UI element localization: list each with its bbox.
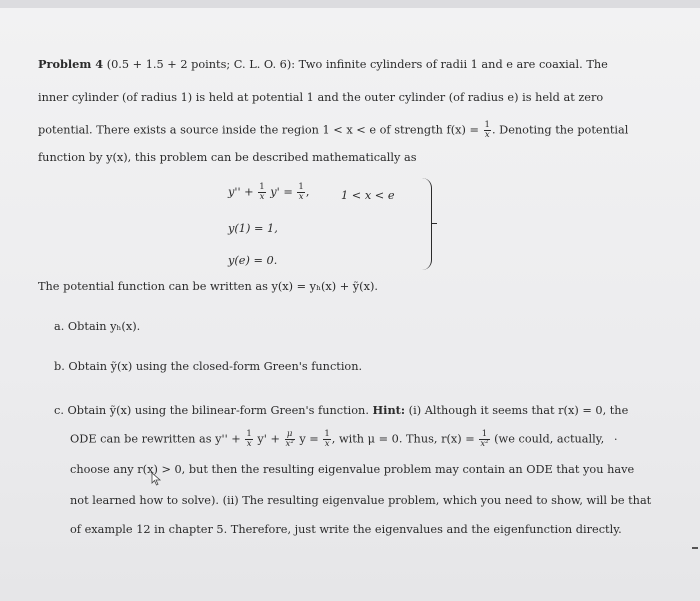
right-brace [421,178,432,270]
problem-line-2: inner cylinder (of radius 1) is held at potential 1 and the outer cylinder (of radius e) is held at zero [38,91,604,104]
cline2-frac-1-den: x [246,439,252,449]
part-c-line-1 [54,403,628,417]
part-c-line-2c: y = [299,432,319,446]
problem-line-3b: . Denoting the potential [491,123,629,137]
decomposition-line: The potential function can be written as y(x) = yₕ(x) + ỹ(x). [38,280,378,293]
problem-line-4: function by y(x), this problem can be described mathematically as [38,151,417,164]
problem-label: Problem 4 [38,57,104,71]
source-frac-den: x [484,130,490,140]
part-b: b. Obtain ỹ(x) using the closed-form Green's function. [54,360,363,373]
ode-equation [228,183,309,202]
part-a: a. Obtain yₕ(x). [54,320,141,333]
ode-end: , [305,185,310,199]
part-c-line-3: choose any r(x) > 0, but then the resulting eigenvalue problem may contain an ODE that you have [70,463,635,476]
part-c-hint-label: Hint: [372,403,406,417]
cline2-frac-r-num: 1 [479,430,489,440]
cline2-frac-mu [285,430,295,449]
page-top-edge [0,0,700,8]
problem-points: (0.5 + 1.5 + 2 points; C. L. O. 6): [106,58,296,71]
edge-mark [692,547,698,549]
part-c-line-2e: (we could, actually, [494,432,605,446]
cline2-frac-mu-num: μ [285,430,295,440]
right-brace-tip [431,223,437,224]
cline2-frac-2 [323,430,330,449]
source-fraction [484,121,491,140]
boundary-condition-2: y(e) = 0. [228,254,278,267]
cline2-frac-r [479,430,489,449]
problem-line-3a: potential. There exists a source inside the region 1 < x < e of strength f(x) = [38,123,479,137]
part-c-line-2 [70,430,604,449]
ode-frac-2-num: 1 [298,182,304,192]
part-c-hint-1: (i) Although it seems that r(x) = 0, the [408,404,629,417]
cline2-frac-2-den: x [324,439,330,449]
part-c-line-4: not learned how to solve). (ii) The resulting eigenvalue problem, which you need to show, will be that [70,494,652,507]
ode-frac-2-den: x [298,192,304,202]
ode-mid: y' = [270,185,293,199]
ode-frac-1-den: x [259,192,265,202]
part-c-line-2b: y' + [257,432,280,446]
part-c-line-2a: ODE can be rewritten as y'' + [70,432,241,446]
ode-range: 1 < x < e [341,189,395,202]
ode-left: y'' + [228,185,254,199]
pointer-cursor-icon [151,472,163,486]
problem-line-1 [38,57,608,71]
ode-frac-1 [258,183,265,202]
part-c-line-5: of example 12 in chapter 5. Therefore, just write the eigenvalues and the eigenfunction directly. [70,523,622,536]
boundary-condition-1: y(1) = 1, [228,222,278,235]
ode-frac-1-num: 1 [259,182,265,192]
cline2-frac-r-den: x² [480,439,489,449]
problem-line-3 [38,121,628,140]
ode-frac-2 [297,183,304,202]
cline2-frac-1-num: 1 [246,429,252,439]
cline2-frac-mu-den: x² [285,439,294,449]
problem-intro: Two infinite cylinders of radii 1 and e are coaxial. The [298,58,608,71]
part-c-line-2d: , with μ = 0. Thus, r(x) = [331,432,475,446]
part-c-intro: c. Obtain ỹ(x) using the bilinear-form Green's function. [54,404,369,417]
cline2-frac-1 [245,430,252,449]
source-frac-num: 1 [484,120,490,130]
cline2-frac-2-num: 1 [324,429,330,439]
stray-dot: · [614,433,618,446]
